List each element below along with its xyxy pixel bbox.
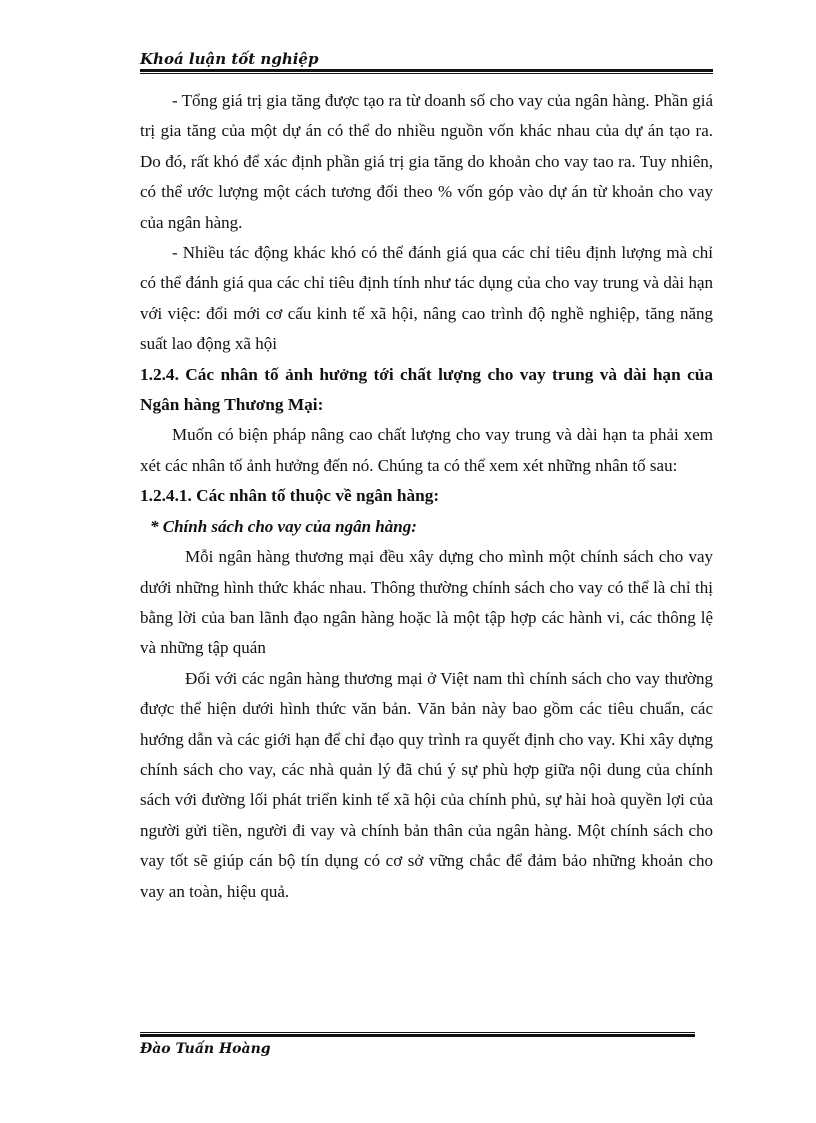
- header-rule: [140, 69, 713, 74]
- paragraph-viet-nam: Đối với các ngân hàng thương mại ở Việt nam thì chính sách cho vay thường được thể hiện dưới hình thức văn bản. Văn bản này bao gồm các tiêu chuẩn, các hướng dẫn và các giới hạn để chỉ đạo quy trình ra quyết định cho vay. Khi xây dựng chính sách cho vay, các nhà quản lý đã chú ý sự phù hợp giữa nội dung của chính sách với đường lối phát triển kinh tế xã hội của chính phủ, sự hài hoà quyền lợi của người gửi tiền, người đi vay và chính bản thân của ngân hàng. Một chính sách cho vay tốt sẽ giúp cán bộ tín dụng có cơ sở vững chắc để đảm bảo những khoản cho vay an toàn, hiệu quả.: [140, 668, 713, 901]
- document-body: [140, 86, 713, 907]
- paragraph-tac-dong-khac: - Nhiều tác động khác khó có thể đánh giá qua các chỉ tiêu định lượng mà chỉ có thể đánh giá qua các chỉ tiêu định tính như tác dụng của cho vay trung và dài hạn với việc: đổi mới cơ cấu kinh tế xã hội, nâng cao trình độ nghề nghiệp, tăng năng suất lao động xã hội: [140, 243, 713, 354]
- paragraph-bien-phap: Muốn có biện pháp nâng cao chất lượng cho vay trung và dài hạn ta phải xem xét các nhân tố ảnh hưởng đến nó. Chúng ta có thể xem xét những nhân tố sau:: [140, 425, 713, 475]
- subheading-chinh-sach: * Chính sách cho vay của ngân hàng:: [150, 516, 417, 536]
- footer-rule: [140, 1032, 695, 1037]
- section-heading-1-2-4-1: 1.2.4.1. Các nhân tố thuộc về ngân hàng:: [140, 486, 440, 506]
- paragraph-chinh-sach-cho-vay: Mỗi ngân hàng thương mại đều xây dựng cho mình một chính sách cho vay dưới những hình thức khác nhau. Thông thường chính sách cho vay có thể là chỉ thị bằng lời của ban lãnh đạo ngân hàng hoặc là một tập hợp các hành vi, các thông lệ và những tập quán: [140, 547, 713, 658]
- header-title: Khoá luận tốt nghiệp: [140, 50, 319, 68]
- section-heading-1-2-4: 1.2.4. Các nhân tố ảnh hưởng tới chất lượng cho vay trung và dài hạn của Ngân hàng Thương Mại:: [140, 364, 713, 415]
- footer-author: Đào Tuấn Hoàng: [140, 1041, 271, 1057]
- paragraph-gia-tri-gia-tang: - Tổng giá trị gia tăng được tạo ra từ doanh số cho vay của ngân hàng. Phần giá trị gia tăng của một dự án có thể do nhiều nguồn vốn khác nhau của dự án tạo ra. Do đó, rất khó để xác định phần giá trị gia tăng do khoản cho vay tao ra. Tuy nhiên, có thể ước lượng một cách tương đối theo % vốn góp vào dự án từ khoản cho vay của ngân hàng.: [140, 91, 713, 232]
